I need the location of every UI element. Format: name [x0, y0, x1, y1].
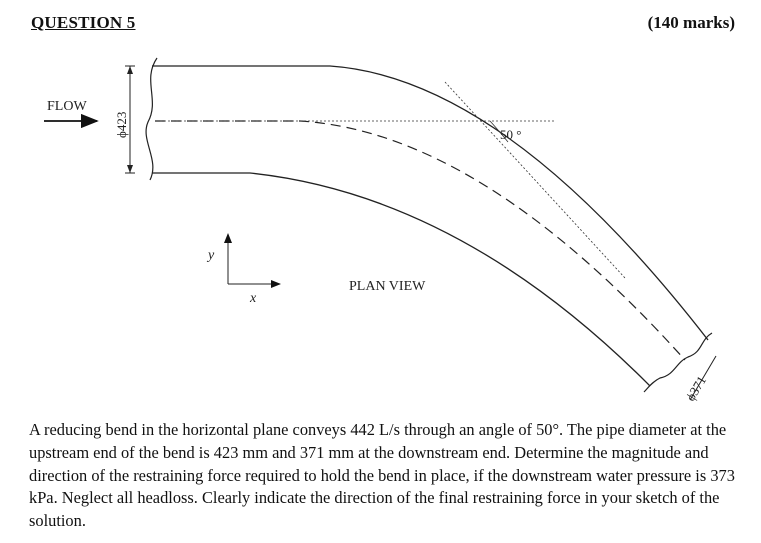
axis-x-label: x: [250, 291, 257, 306]
tangent-line: [445, 82, 625, 278]
pipe-centreline: [155, 121, 685, 360]
question-marks: (140 marks): [647, 13, 735, 32]
flow-label: FLOW: [47, 99, 87, 114]
upstream-diameter-label: ϕ423: [114, 111, 129, 138]
pipe-outer-wall: [152, 66, 708, 340]
question-title: QUESTION 5: [31, 13, 136, 32]
downstream-diameter-label: ϕ371: [682, 373, 710, 404]
plan-view-label: PLAN VIEW: [349, 279, 426, 294]
angle-label: 50 °: [500, 127, 522, 142]
upstream-break-line: [146, 58, 157, 180]
problem-statement: A reducing bend in the horizontal plane conveys 442 L/s through an angle of 50°. The pipe diameter at the upstream end of the bend is 423 mm and 371 mm at the downstream end. Determine the magnitude and direction of the restraining force required to hold the bend in place, if the downstream water pressure is 373 kPa. Neglect all headloss. Clearly indicate the direction of the final restraining force in your sketch of the solution.: [29, 420, 735, 531]
axis-y-label: y: [208, 248, 215, 263]
